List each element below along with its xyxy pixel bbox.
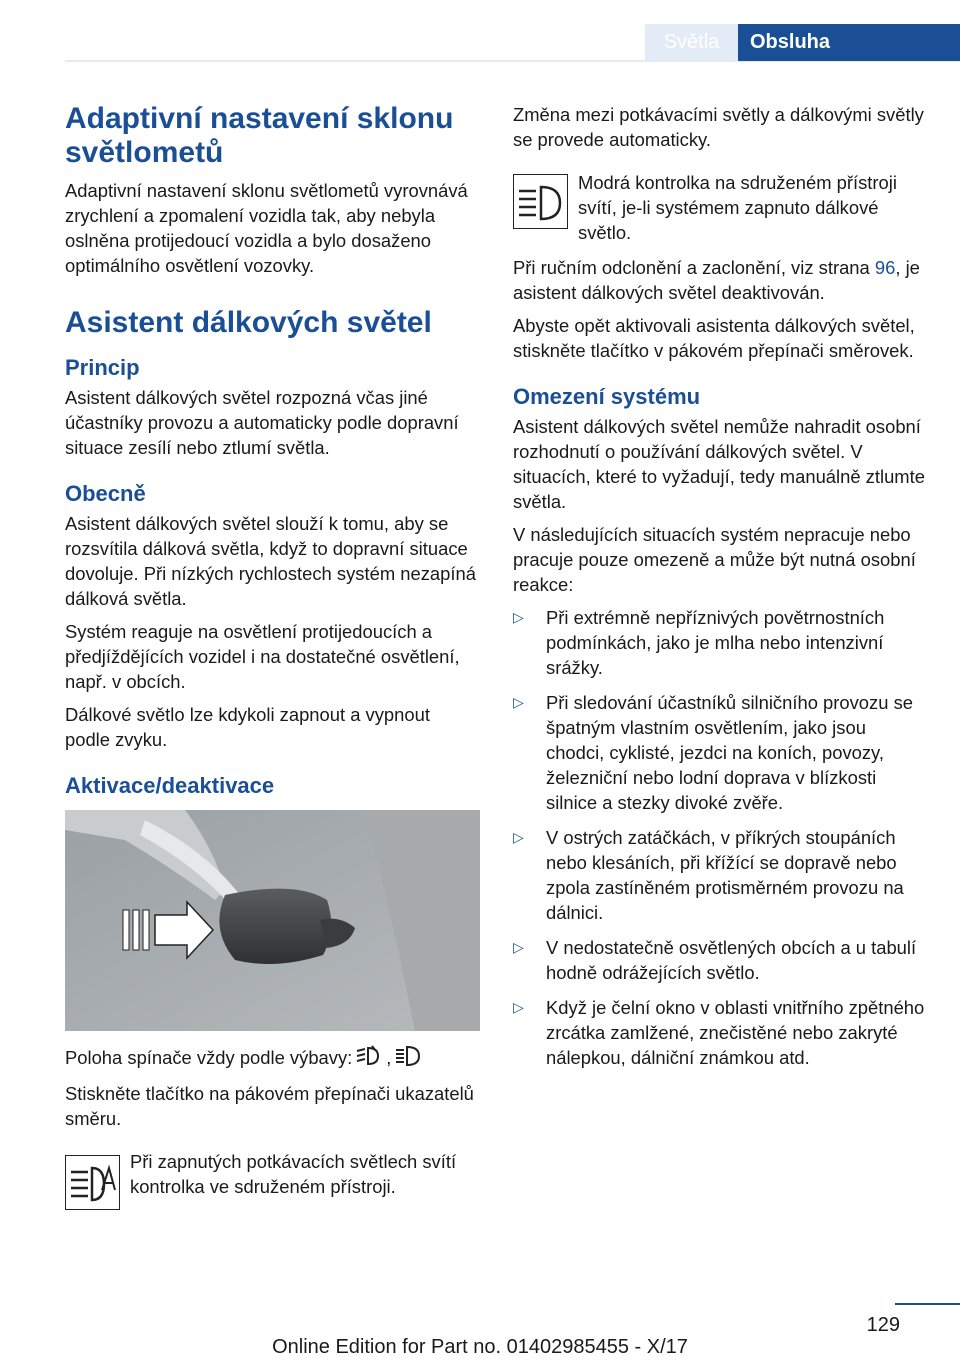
list-item-text: Při extrémně nepříznivých povětrnostních podmínkách, jako je mlha nebo intenzivní srážky. [546, 607, 885, 678]
paragraph-manual [513, 255, 928, 305]
bullet-triangle-icon: ▷ [513, 999, 524, 1015]
limits-list [513, 605, 928, 1070]
list-item [513, 935, 928, 985]
page-number-rule [895, 1303, 960, 1305]
high-beam-icon [395, 1045, 421, 1073]
list-item [513, 825, 928, 925]
bullet-triangle-icon: ▷ [513, 939, 524, 955]
note-low-beam-text: Při zapnutých potkávacích světlech svítí kontrolka ve sdruženém přístroji. [130, 1151, 457, 1198]
paragraph-general-3: Dálkové světlo lze kdykoli zapnout a vypnout podle zvyku. [65, 704, 430, 750]
heading-principle: Princip [65, 355, 140, 380]
right-column [513, 102, 928, 1080]
footer-edition: Online Edition for Part no. 01402985455 - X/17 [272, 1336, 688, 1358]
list-item-text: V ostrých zatáčkách, v příkrých stoupáních nebo klesáních, při křížící se dopravě nebo zpola zastíněném protisměrném provozu na dálnici. [546, 827, 904, 923]
paragraph-change: Změna mezi potkávacími světly a dálkovými světly se provede automaticky. [513, 104, 924, 150]
tab-section[interactable]: Světla [645, 24, 738, 61]
heading-system-limits: Omezení systému [513, 384, 701, 409]
high-beam-assistant-icon [356, 1045, 382, 1073]
manual-text-b: , je asistent dálkových světel deaktivován. [513, 257, 920, 303]
left-column [65, 102, 477, 1220]
list-item-text: Při sledování účastníků silničního provozu se špatným vlastním osvětlením, jako jsou chodci, cyklisté, jezdci na koních, povozy, železniční nebo lodní doprava v blízkosti silnice a stezky divoké zvěře. [546, 692, 913, 813]
bullet-triangle-icon: ▷ [513, 609, 524, 625]
bullet-triangle-icon: ▷ [513, 694, 524, 710]
heading-general: Obecně [65, 481, 146, 506]
tab-chapter[interactable]: Obsluha [738, 24, 960, 61]
list-item [513, 690, 928, 815]
heading-activation: Aktivace/deaktivace [65, 773, 275, 798]
list-item [513, 995, 928, 1070]
paragraph-limits-1: Asistent dálkových světel nemůže nahradit osobní rozhodnutí o používání dálkových světel. V situacích, které to vyžadují, tedy manuálně ztlumte světla. [513, 416, 925, 512]
list-item-text: V nedostatečně osvětlených obcích a u tabulí hodně odrážejících světlo. [546, 937, 917, 983]
high-beam-indicator-icon [513, 174, 568, 229]
list-item-text: Když je čelní okno v oblasti vnitřního zpětného zrcátka zamlžené, znečistěné nebo zakryté nálepkou, dálniční známkou atd. [546, 997, 925, 1068]
note-low-beam [65, 1149, 477, 1210]
paragraph-general-2: Systém reaguje na osvětlení protijedoucích a předjíždějících vozidel i na dostatečné osvětlení, např. v obcích. [65, 621, 460, 692]
paragraph-switch-position [65, 1045, 477, 1073]
paragraph-general-1: Asistent dálkových světel slouží k tomu, aby se rozsvítila dálková světla, když to dopravní situace dovoluje. Při nízkých rychlostech systém nezapíná dálková světla. [65, 513, 476, 609]
heading-high-beam-assistant: Asistent dálkových světel [65, 306, 432, 339]
paragraph-limits-2: V následujících situacích systém nepracuje nebo pracuje pouze omezeně a může být nutná osobní reakce: [513, 524, 916, 595]
switch-separator: , [386, 1047, 392, 1068]
paragraph-reactivate: Abyste opět aktivovali asistenta dálkových světel, stiskněte tlačítko v pákovém přepínači směrovek. [513, 315, 915, 361]
page-number: 129 [866, 1314, 900, 1336]
auto-headlight-indicator-icon [65, 1155, 120, 1210]
bullet-triangle-icon: ▷ [513, 829, 524, 845]
note-blue-indicator [513, 170, 928, 245]
page-link-96[interactable]: 96 [874, 257, 896, 278]
note-blue-indicator-text: Modrá kontrolka na sdruženém přístroji svítí, je-li systémem zapnuto dálkové světlo. [578, 172, 897, 243]
manual-text-a: Při ručním odclonění a zaclonění, viz strana [513, 257, 870, 278]
stalk-button-photo [65, 810, 480, 1031]
paragraph-press: Stiskněte tlačítko na pákovém přepínači ukazatelů směru. [65, 1083, 474, 1130]
paragraph-adaptive: Adaptivní nastavení sklonu světlometů vyrovnává zrychlení a zpomalení vozidla tak, aby nebyla oslněna protijedoucí vozidla a bylo dosaženo optimálního osvětlení vozovky. [65, 180, 468, 276]
paragraph-principle: Asistent dálkových světel rozpozná včas jiné účastníky provozu a automaticky podle dopravní situace zesílí nebo ztlumí světla. [65, 387, 459, 458]
switch-position-text: Poloha spínače vždy podle výbavy: [65, 1047, 353, 1068]
heading-adaptive: Adaptivní nastavení sklonu světlometů [65, 102, 454, 169]
list-item [513, 605, 928, 680]
